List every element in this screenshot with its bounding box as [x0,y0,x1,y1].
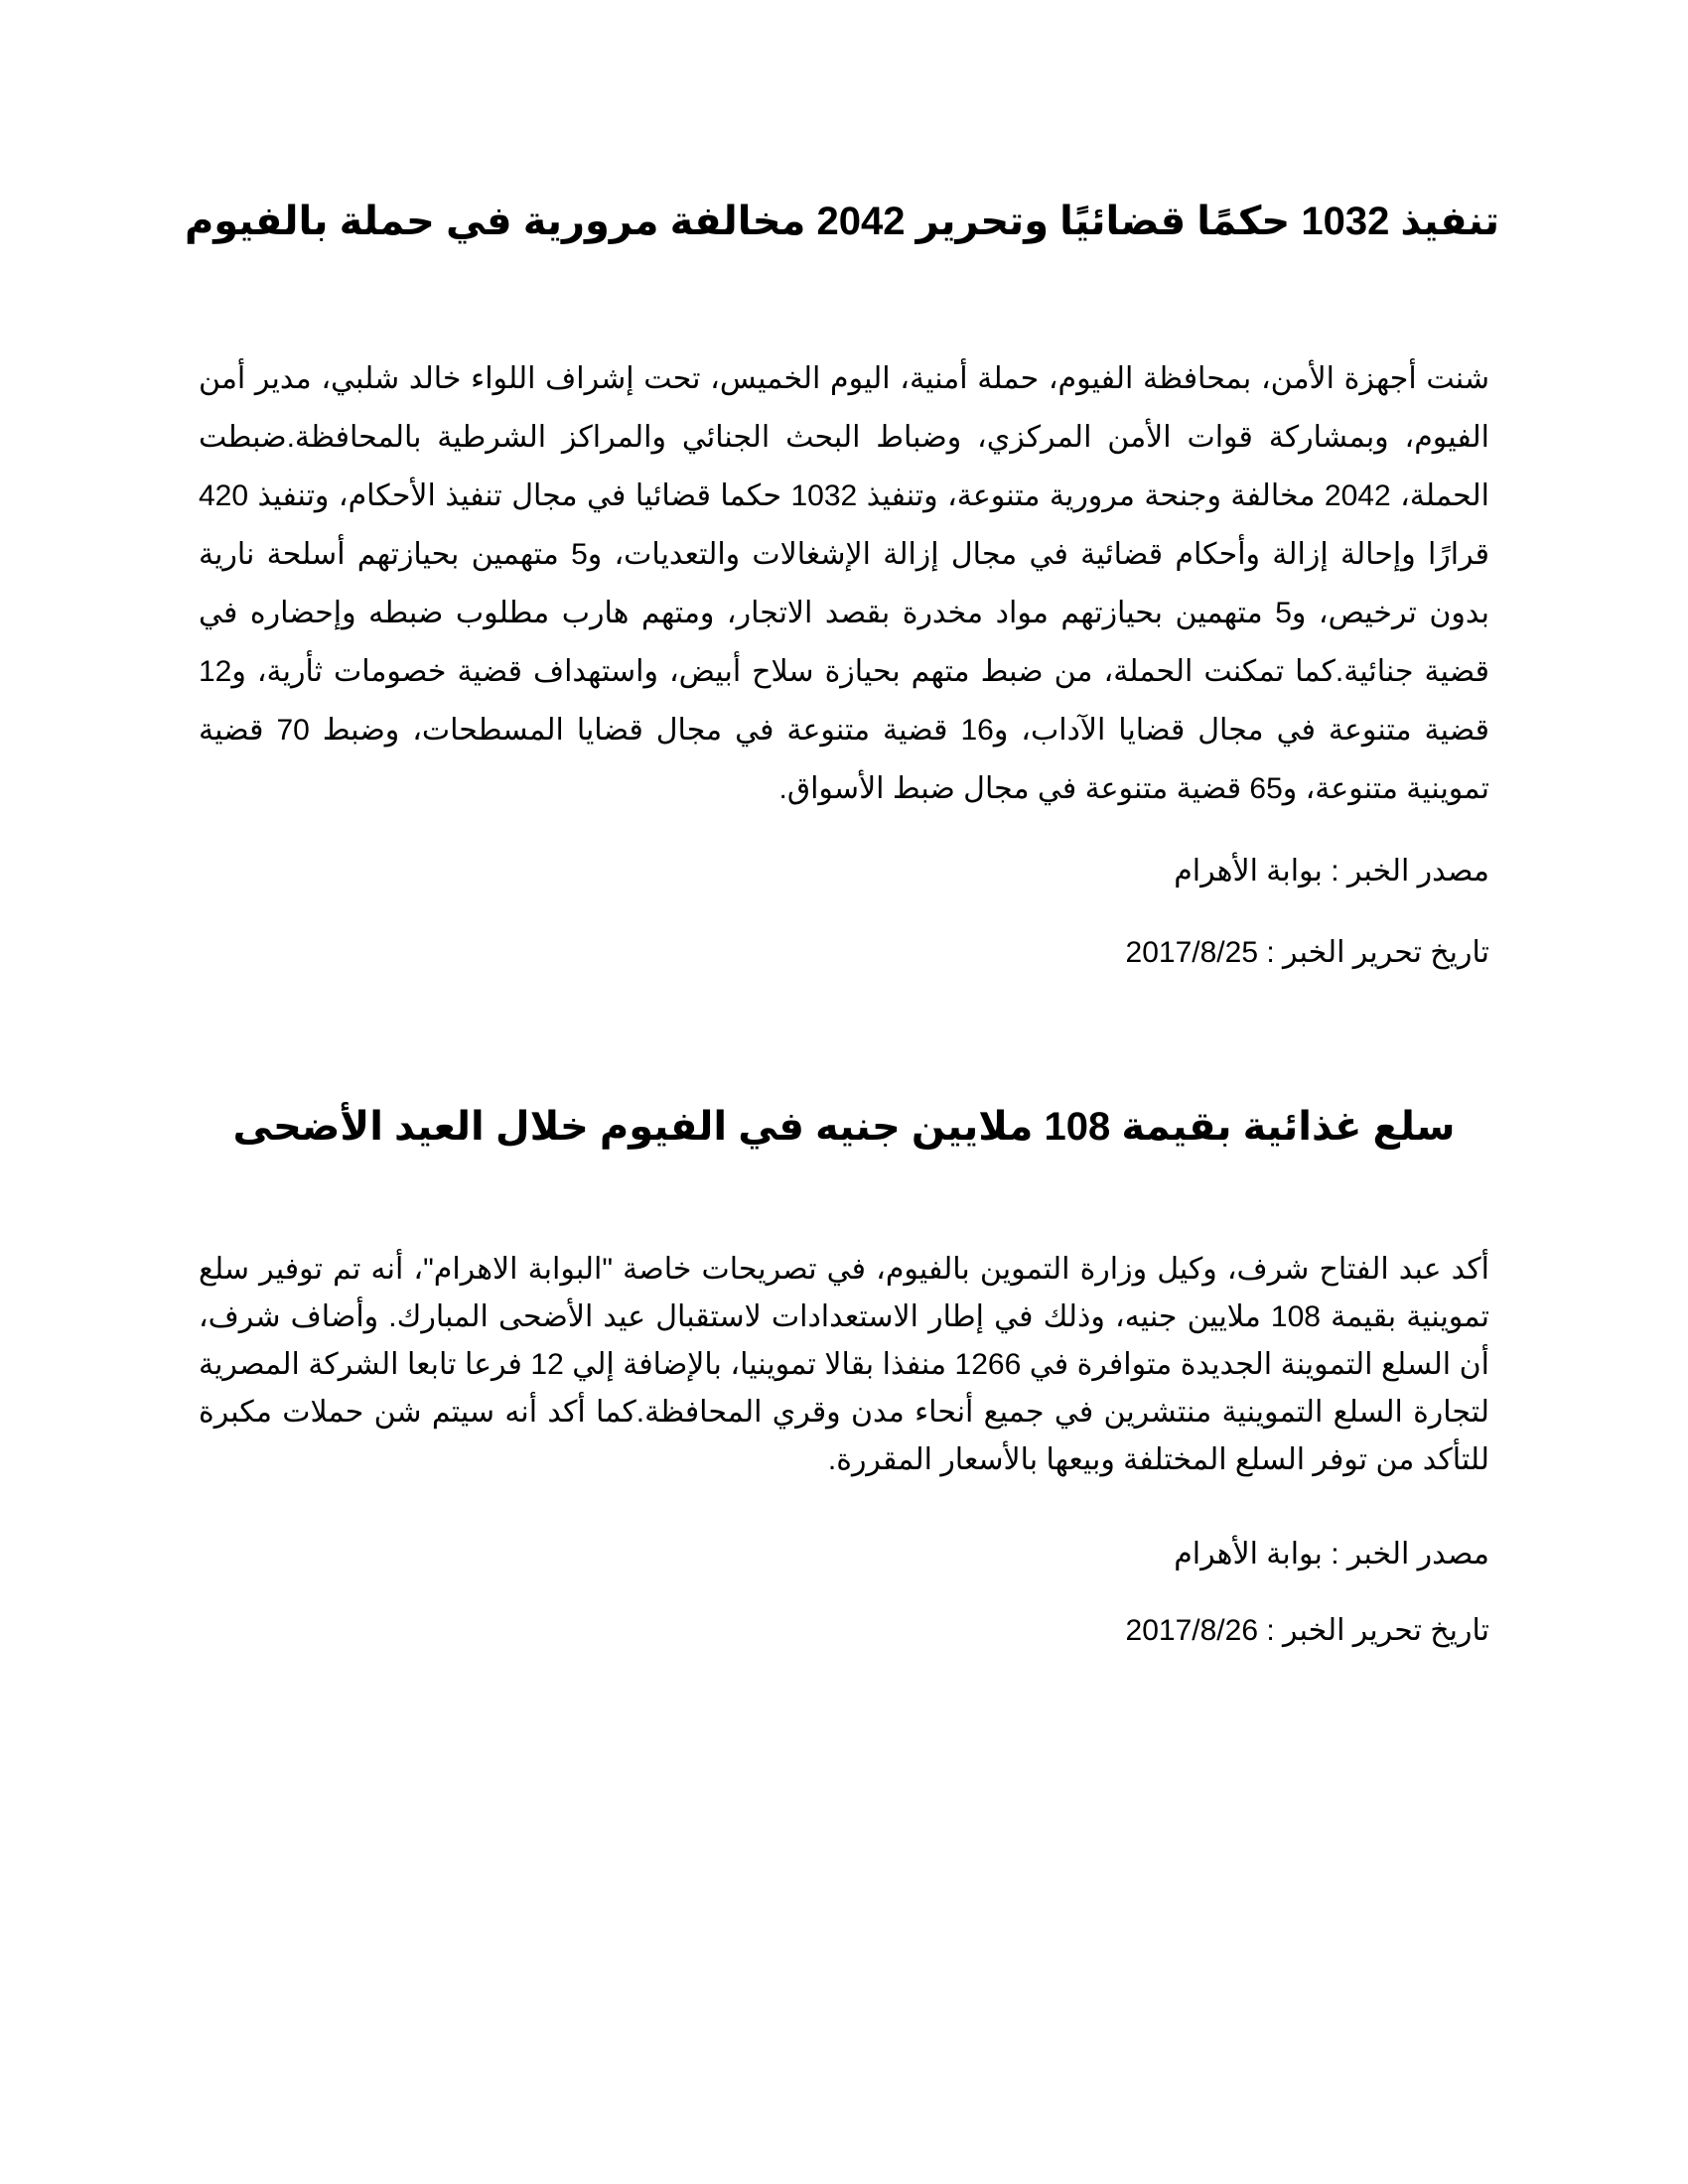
article-1-title: تنفيذ 1032 حكمًا قضائيًا وتحرير 2042 مخالفة مرورية في حملة بالفيوم [184,200,1499,243]
article-1-date: تاريخ تحرير الخبر : 2017/8/25 [1125,936,1489,969]
article-1-source: مصدر الخبر : بوابة الأهرام [1174,855,1489,887]
article-2-date: تاريخ تحرير الخبر : 2017/8/26 [1125,1614,1489,1647]
article-2-title: سلع غذائية بقيمة 108 ملايين جنيه في الفيوم خلال العيد الأضحى [232,1105,1456,1149]
article-2-source: مصدر الخبر : بوابة الأهرام [1174,1538,1489,1570]
article-1-body: شنت أجهزة الأمن، بمحافظة الفيوم، حملة أمنية، اليوم الخميس، تحت إشراف اللواء خالد شلبي، مدير أمن الفيوم، وبمشاركة قوات الأمن المركزي، وضباط البحث الجنائي والمراكز الشرطية بالمحافظة.ضبطت الحملة، 2042 مخالفة وجنحة مرورية متنوعة، وتنفيذ 1032 حكما قضائيا في مجال تنفيذ الأحكام، وتنفيذ 420 قرارًا وإحالة إزالة وأحكام قضائية في مجال إزالة الإشغالات والتعديات، و5 متهمين بحيازتهم أسلحة نارية بدون ترخيص، و5 متهمين بحيازتهم مواد مخدرة بقصد الاتجار، ومتهم هارب مطلوب ضبطه وإحضاره في قضية جنائية.كما تمكنت الحملة، من ضبط متهم بحيازة سلاح أبيض، واستهداف قضية خصومات ثأرية، و12 قضية متنوعة في مجال قضايا الآداب، و16 قضية متنوعة في مجال قضايا المسطحات، وضبط 70 قضية تموينية متنوعة، و65 قضية متنوعة في مجال ضبط الأسواق. [199,362,1490,805]
article-2-body: أكد عبد الفتاح شرف، وكيل وزارة التموين بالفيوم، في تصريحات خاصة "البوابة الاهرام"، أنه تم توفير سلع تموينية بقيمة 108 ملايين جنيه، وذلك في إطار الاستعدادات لاستقبال عيد الأضحى المبارك. وأضاف شرف، أن السلع التموينة الجديدة متوافرة في 1266 منفذا بقالا تموينيا، بالإضافة إلي 12 فرعا تابعا الشركة المصرية لتجارة السلع التموينية منتشرين في جميع أنحاء مدن وقري المحافظة.كما أكد أنه سيتم شن حملات مكبرة للتأكد من توفر السلع المختلفة وبيعها بالأسعار المقررة. [199,1253,1490,1476]
